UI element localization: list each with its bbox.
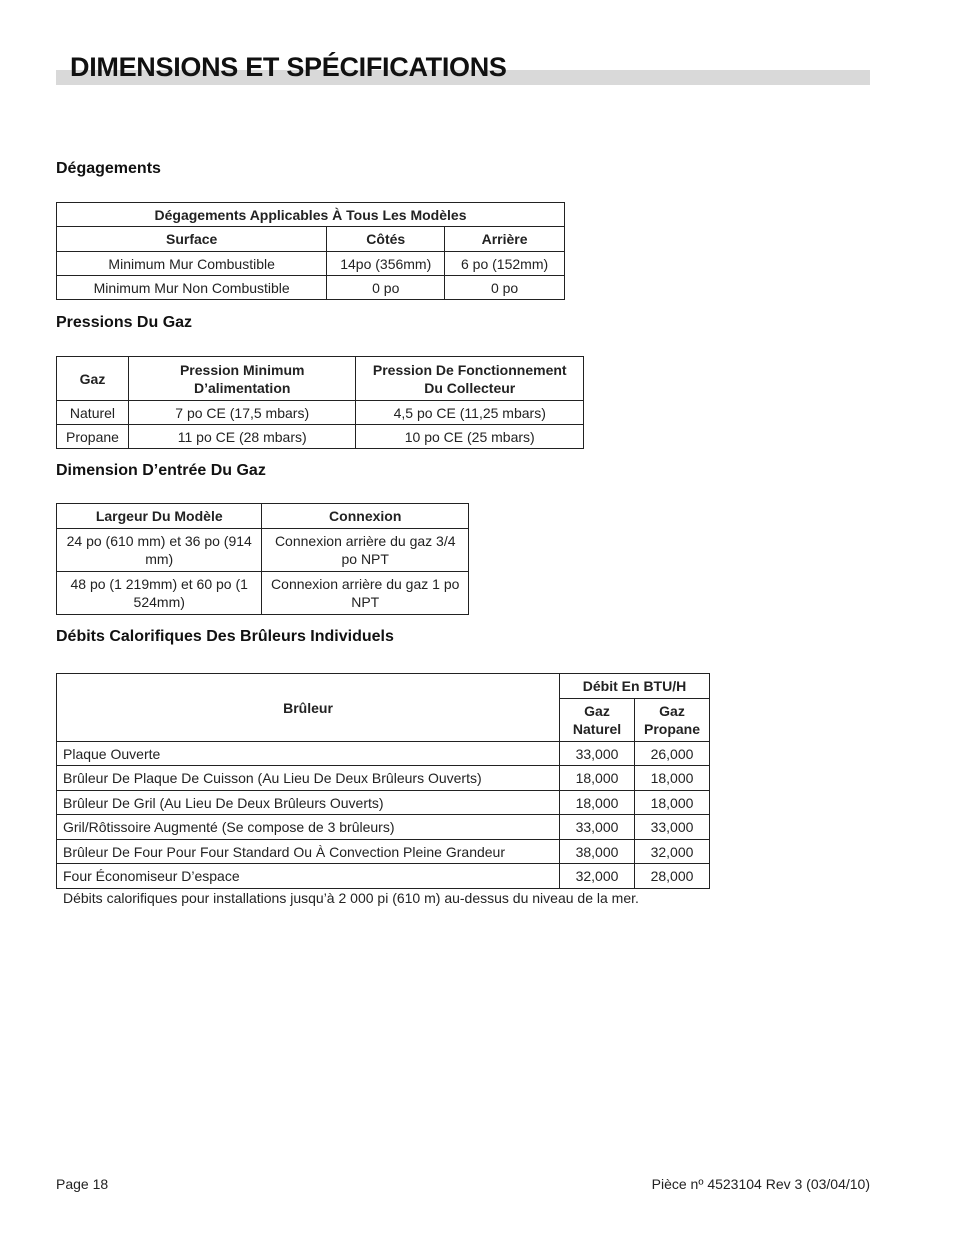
- clearances-table-caption: Dégagements Applicables À Tous Les Modèles: [57, 203, 565, 227]
- table-row: [57, 425, 584, 449]
- table-cell: 32,000: [560, 864, 635, 889]
- table-header-bruleur: Brûleur: [57, 674, 560, 742]
- table-row: [57, 742, 710, 766]
- table-row: [57, 401, 584, 425]
- table-header: Surface: [57, 227, 327, 252]
- table-cell: 32,000: [634, 840, 709, 864]
- table-cell: 4,5 po CE (11,25 mbars): [356, 401, 584, 425]
- section-title-degagements: Dégagements: [56, 160, 161, 177]
- page-title: DIMENSIONS ET SPÉCIFICATIONS: [70, 52, 507, 82]
- table-cell: Connexion arrière du gaz 1 po NPT: [262, 572, 469, 615]
- table-cell: 38,000: [560, 840, 635, 864]
- table-cell: 0 po: [445, 276, 565, 300]
- table-row: [57, 276, 565, 300]
- table-cell: Connexion arrière du gaz 3/4 po NPT: [262, 529, 469, 572]
- table-cell: Four Économiseur D’espace: [57, 864, 560, 889]
- table-cell: 18,000: [634, 791, 709, 815]
- table-row: [57, 791, 710, 815]
- table-header-naturel: Gaz Naturel: [560, 699, 635, 742]
- page-number: Page 18: [56, 1176, 109, 1192]
- table-cell: 18,000: [560, 791, 635, 815]
- table-cell: Naturel: [57, 401, 129, 425]
- table-cell: Plaque Ouverte: [57, 742, 560, 766]
- table-cell: 14po (356mm): [327, 252, 445, 276]
- table-cell: 0 po: [327, 276, 445, 300]
- table-header: Connexion: [262, 504, 469, 529]
- table-cell: 18,000: [634, 766, 709, 791]
- table-cell: Minimum Mur Non Combustible: [57, 276, 327, 300]
- section-title-entree: Dimension D’entrée Du Gaz: [56, 462, 266, 479]
- table-cell: Propane: [57, 425, 129, 449]
- table-cell: 33,000: [560, 815, 635, 840]
- table-cell: Minimum Mur Combustible: [57, 252, 327, 276]
- table-header: Largeur Du Modèle: [57, 504, 262, 529]
- table-row: [57, 766, 710, 791]
- table-cell: 7 po CE (17,5 mbars): [128, 401, 355, 425]
- table-header-propane: Gaz Propane: [634, 699, 709, 742]
- table-cell: 24 po (610 mm) et 36 po (914 mm): [57, 529, 262, 572]
- burner-ratings-table: [56, 673, 710, 889]
- table-row: [57, 252, 565, 276]
- table-cell: 28,000: [634, 864, 709, 889]
- table-cell: 33,000: [560, 742, 635, 766]
- table-cell: 48 po (1 219mm) et 60 po (1 524mm): [57, 572, 262, 615]
- table-row: [57, 572, 469, 615]
- table-cell: 10 po CE (25 mbars): [356, 425, 584, 449]
- table-row: [57, 529, 469, 572]
- table-row: [57, 864, 710, 889]
- section-title-pressions: Pressions Du Gaz: [56, 314, 193, 331]
- table-cell: Brûleur De Four Pour Four Standard Ou À Convection Pleine Grandeur: [57, 840, 560, 864]
- table-header: Pression De Fonctionnement Du Collecteur: [356, 357, 584, 401]
- altitude-footnote: Débits calorifiques pour installations jusqu’à 2 000 pi (610 m) au-dessus du niveau de la mer.: [63, 890, 639, 906]
- table-row: [57, 840, 710, 864]
- table-cell: 11 po CE (28 mbars): [128, 425, 355, 449]
- table-header: Arrière: [445, 227, 565, 252]
- table-header: Pression Minimum D’alimentation: [128, 357, 355, 401]
- table-header: Gaz: [57, 357, 129, 401]
- table-header-debit: Débit En BTU/H: [560, 674, 710, 699]
- clearances-table: [56, 202, 565, 300]
- part-number: Pièce nº 4523104 Rev 3 (03/04/10): [651, 1176, 870, 1192]
- table-cell: 26,000: [634, 742, 709, 766]
- table-cell: Brûleur De Plaque De Cuisson (Au Lieu De Deux Brûleurs Ouverts): [57, 766, 560, 791]
- gas-pressure-table: [56, 356, 584, 449]
- section-title-debits: Débits Calorifiques Des Brûleurs Individuels: [56, 628, 394, 645]
- table-cell: 33,000: [634, 815, 709, 840]
- table-cell: Brûleur De Gril (Au Lieu De Deux Brûleurs Ouverts): [57, 791, 560, 815]
- gas-inlet-table: [56, 503, 469, 615]
- table-row: [57, 815, 710, 840]
- table-cell: Gril/Rôtissoire Augmenté (Se compose de 3 brûleurs): [57, 815, 560, 840]
- table-header: Côtés: [327, 227, 445, 252]
- table-cell: 18,000: [560, 766, 635, 791]
- table-cell: 6 po (152mm): [445, 252, 565, 276]
